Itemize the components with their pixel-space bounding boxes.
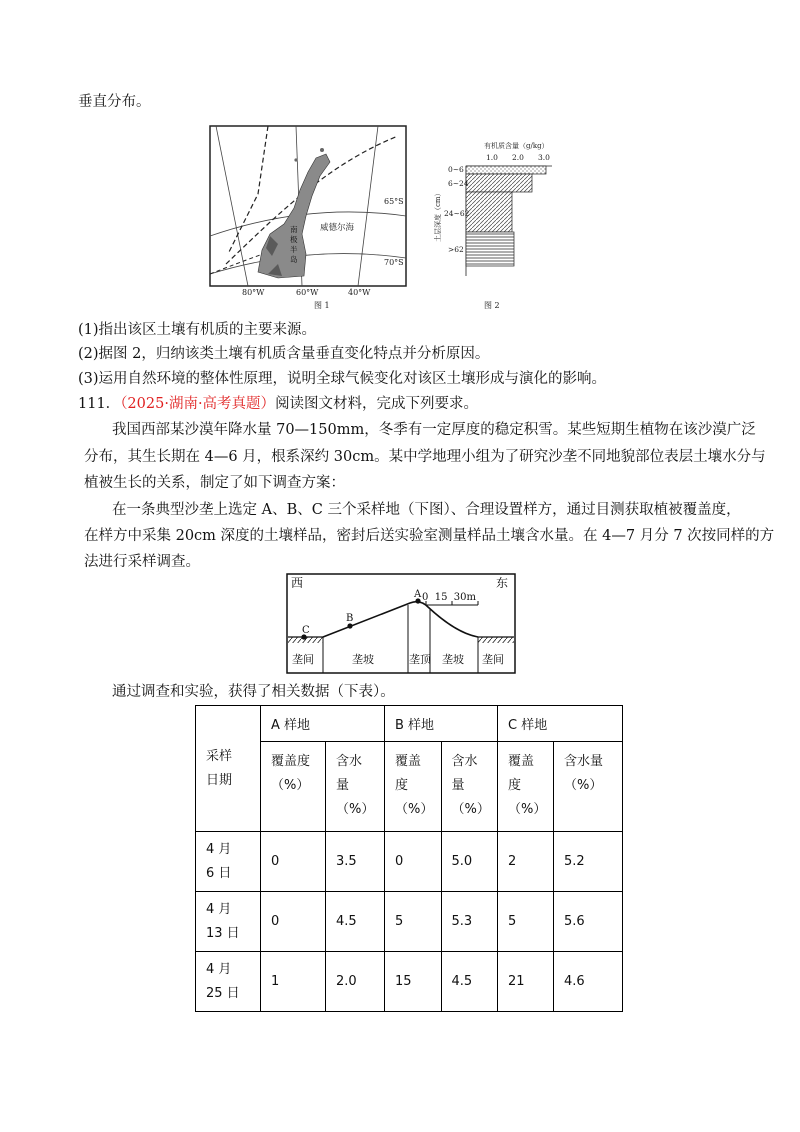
question-3: (3)运用自然环境的整体性原理，说明全球气候变化对该区土壤形成与演化的影响。 xyxy=(78,371,607,387)
peninsula-label-3: 半 xyxy=(290,245,298,254)
table-cell: 15 xyxy=(385,952,442,1012)
table-cell: 5.6 xyxy=(554,892,623,952)
paragraph-3: 通过调查和实验，获得了相关数据（下表）。 xyxy=(112,684,395,700)
site-b-coverage-header: 覆盖度（%） xyxy=(385,742,442,832)
zone-interdune-east: 垄间 xyxy=(482,653,504,666)
zone-slope-west: 垄坡 xyxy=(352,653,374,666)
site-a-moisture-header: 含水量（%） xyxy=(326,742,385,832)
fig2-x-tick-3: 3.0 xyxy=(538,153,550,162)
table-cell: 5.3 xyxy=(441,892,498,952)
direction-east: 东 xyxy=(496,576,509,590)
lat-label-65: 65°S xyxy=(384,197,404,206)
site-c-header: C 样地 xyxy=(498,706,623,742)
fig2-x-tick-2: 2.0 xyxy=(512,153,524,162)
peninsula-label-2: 极 xyxy=(290,235,298,244)
q111-header xyxy=(78,394,478,414)
fig2-x-tick-1: 1.0 xyxy=(486,153,498,162)
island-4 xyxy=(294,158,297,161)
table-cell: 5 xyxy=(498,892,554,952)
intro-fragment: 垂直分布。 xyxy=(78,94,151,110)
site-c-coverage-header: 覆盖度（%） xyxy=(498,742,554,832)
peninsula-label-1: 南 xyxy=(290,225,298,234)
q111-number: 111． xyxy=(78,396,121,412)
table-cell: 2.0 xyxy=(326,952,385,1012)
table-cell: 3.5 xyxy=(326,832,385,892)
row-date: 4 月 13 日 xyxy=(196,892,261,952)
point-b-marker xyxy=(347,623,352,628)
table-cell: 4.5 xyxy=(441,952,498,1012)
table-row xyxy=(196,952,623,1012)
fig2-depth-3: 24~62 xyxy=(444,209,470,218)
table-cell: 5 xyxy=(385,892,442,952)
fig2-bar-gt62 xyxy=(466,232,514,266)
peninsula-label-4: 岛 xyxy=(290,255,298,264)
table-cell: 21 xyxy=(498,952,554,1012)
table-cell: 0 xyxy=(261,892,326,952)
point-b-label: B xyxy=(346,613,354,624)
q111-instruction: 阅读图文材料，完成下列要求。 xyxy=(275,396,479,412)
table-cell: 0 xyxy=(385,832,442,892)
table-row xyxy=(196,892,623,952)
fig2-y-title: 土层深度（cm） xyxy=(434,189,442,242)
table-cell: 4.6 xyxy=(554,952,623,1012)
fig2-depth-1: 0~6 xyxy=(448,165,464,174)
row-date: 4 月 25 日 xyxy=(196,952,261,1012)
fig2-bar-6-24 xyxy=(466,174,532,192)
fig2-bar-24-62 xyxy=(466,192,512,232)
fig2-depth-4: >62 xyxy=(448,245,464,254)
paragraph-1-line-2: 分布，其生长期在 4—6 月，根系深约 30cm。某中学地理小组为了研究沙垄不同地貌部位表层土壤水分与 xyxy=(84,449,766,465)
lat-label-70: 70°S xyxy=(384,258,404,267)
zone-slope-east: 垄坡 xyxy=(442,653,464,666)
question-1: (1)指出该区土壤有机质的主要来源。 xyxy=(78,322,317,338)
point-c-label: C xyxy=(302,625,310,636)
lon-label-40: 40°W xyxy=(348,288,371,297)
paragraph-2-line-2: 在样方中采集 20cm 深度的土壤样品，密封后送实验室测量样品土壤含水量。在 4—7 月分 7 次按同样的方 xyxy=(84,528,775,544)
fig2-bar-0-6 xyxy=(466,166,546,174)
q111-tag: （2025·湖南·高考真题） xyxy=(120,396,276,412)
point-a-label: A xyxy=(414,589,422,600)
island-3 xyxy=(320,148,324,152)
table-cell: 4.5 xyxy=(326,892,385,952)
paragraph-2-line-3: 法进行采样调查。 xyxy=(84,554,200,570)
sand-ridge-profile xyxy=(286,573,518,675)
figure-2-soil-chart xyxy=(420,140,560,314)
lon-label-80: 80°W xyxy=(242,288,265,297)
site-a-header: A 样地 xyxy=(261,706,385,742)
profile-frame xyxy=(287,574,515,673)
site-b-header: B 样地 xyxy=(385,706,498,742)
question-2: (2)据图 2，归纳该类土壤有机质含量垂直变化特点并分析原因。 xyxy=(78,346,490,362)
row-date: 4 月 6 日 xyxy=(196,832,261,892)
date-header-cell xyxy=(196,706,261,832)
direction-west: 西 xyxy=(291,576,304,590)
sea-label: 威德尔海 xyxy=(320,223,355,233)
ground-right xyxy=(478,637,514,643)
table-cell: 0 xyxy=(261,832,326,892)
table-cell: 5.0 xyxy=(441,832,498,892)
paragraph-1-line-1: 我国西部某沙漠年降水量 70—150mm，冬季有一定厚度的稳定积雪。某些短期生植物在该沙漠广泛 xyxy=(112,422,756,438)
figure-1-caption: 图 1 xyxy=(314,301,330,310)
figure-1-map xyxy=(208,124,408,314)
date-header: 采样日期 xyxy=(206,748,233,788)
fig2-depth-2: 6~24 xyxy=(448,179,469,188)
table-row xyxy=(196,832,623,892)
scale-label: 0 15 30m xyxy=(422,592,477,603)
fig2-x-title: 有机质含量（g/kg） xyxy=(484,142,549,150)
survey-data-table xyxy=(195,705,623,1012)
paragraph-1-line-3: 植被生长的关系，制定了如下调查方案： xyxy=(84,475,345,491)
zone-interdune-west: 垄间 xyxy=(292,653,314,666)
table-cell: 5.2 xyxy=(554,832,623,892)
paragraph-2-line-1: 在一条典型沙垄上选定 A、B、C 三个采样地（下图）、合理设置样方，通过目测获取植被覆盖度， xyxy=(112,502,741,518)
table-cell: 2 xyxy=(498,832,554,892)
site-a-coverage-header: 覆盖度（%） xyxy=(261,742,326,832)
site-b-moisture-header: 含水量（%） xyxy=(441,742,498,832)
lon-label-60: 60°W xyxy=(296,288,319,297)
table-cell: 1 xyxy=(261,952,326,1012)
figure-2-caption: 图 2 xyxy=(484,301,500,310)
site-c-moisture-header: 含水量（%） xyxy=(554,742,623,832)
zone-crest: 垄顶 xyxy=(409,653,431,666)
